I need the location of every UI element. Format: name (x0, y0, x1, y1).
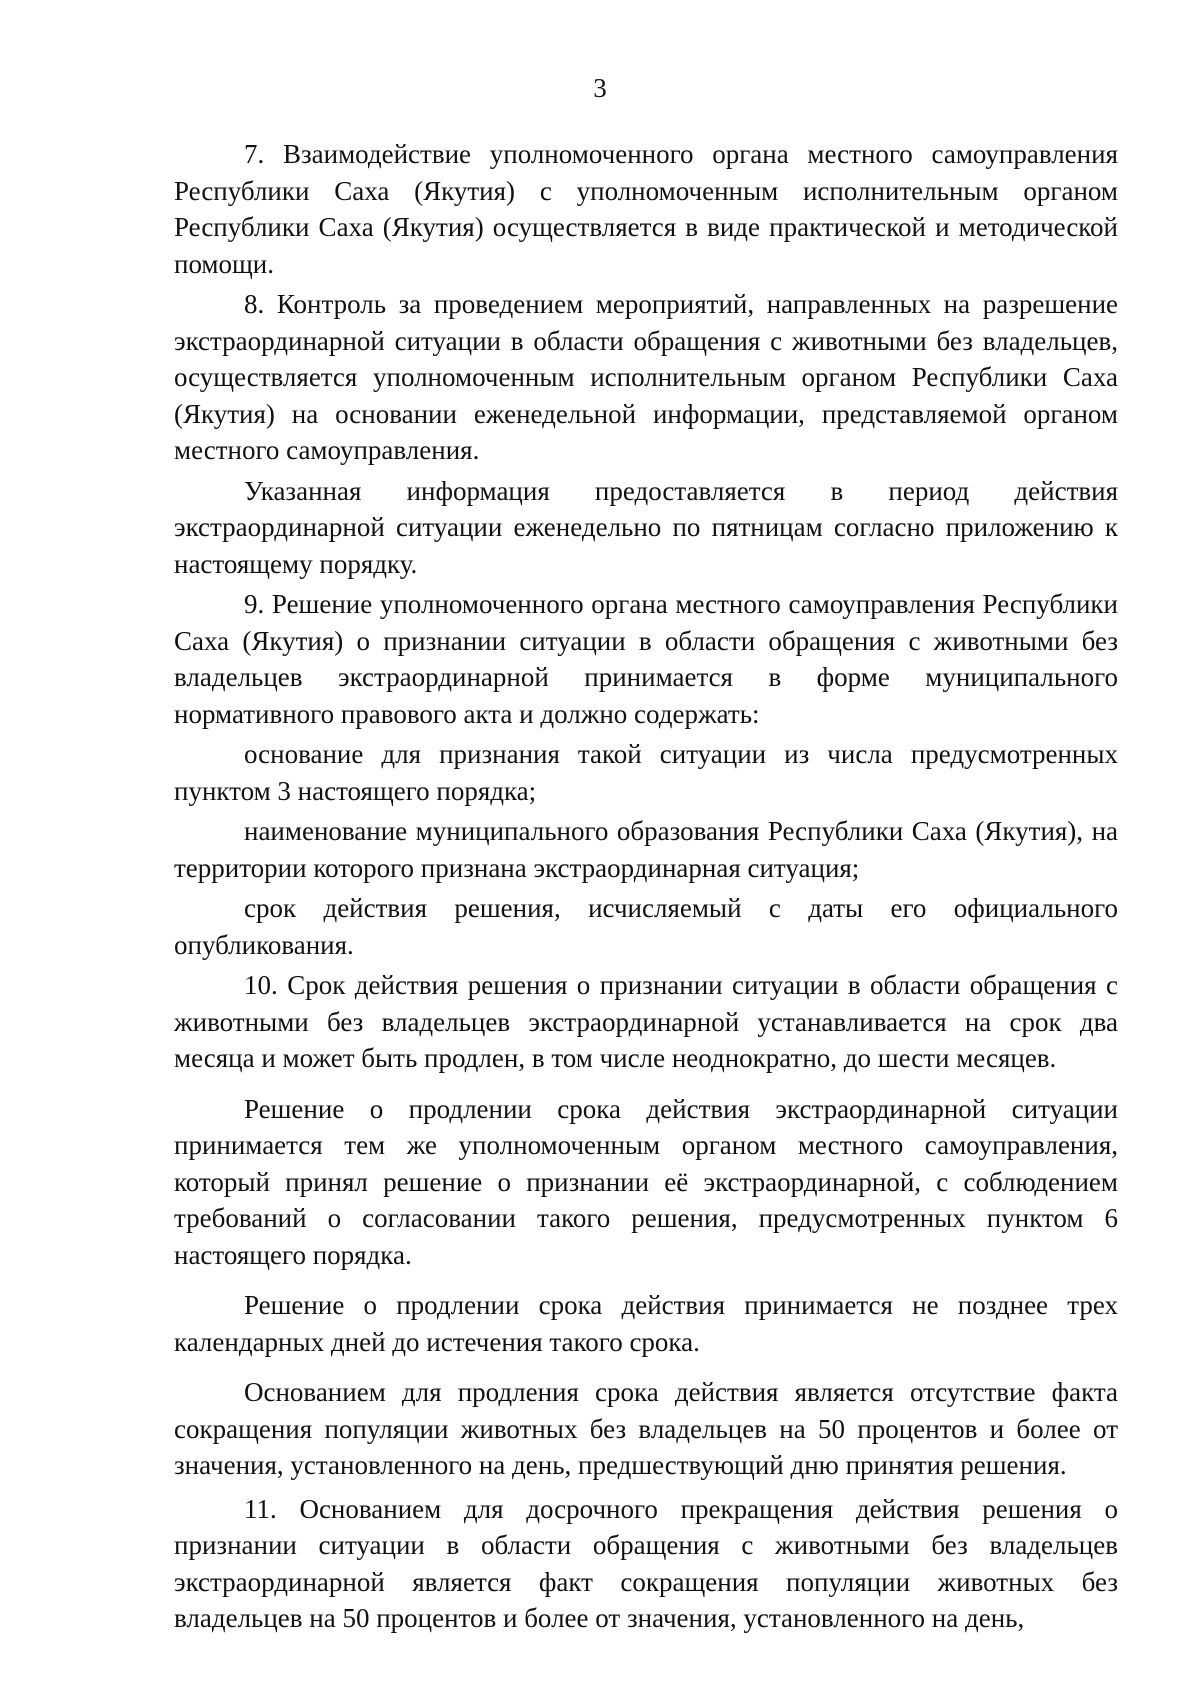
paragraph-10-extension: Решение о продлении срока действия экстраординарной ситуации принимается тем же уполномоченным органом местного самоуправления, который принял решение о признании её экстраординарной, с соблюдением требований о согласовании такого решения, предусмотренных пунктом 6 настоящего порядка. (174, 1093, 1118, 1270)
paragraph-8-note: Указанная информация предоставляется в период действия экстраординарной ситуации еженедельно по пятницам согласно приложению к настоящему порядку. (174, 475, 1118, 579)
document-body (174, 136, 1118, 1637)
page-number: 3 (593, 73, 607, 103)
paragraph-10-grounds: Основанием для продления срока действия является отсутствие факта сокращения популяции животных без владельцев на 50 процентов и более от значения, установленного на день, предшествующий дню принятия решения. (174, 1377, 1118, 1480)
paragraph-9-item-term: срок действия решения, исчисляемый с даты его официального опубликования. (174, 893, 1118, 960)
paragraph-9-item-name: наименование муниципального образования Республики Саха (Якутия), на территории которого признана экстраординарная ситуация; (174, 816, 1118, 883)
paragraph-8: 8. Контроль за проведением мероприятий, направленных на разрешение экстраординарной ситуации в области обращения с животными без владельцев, осуществляется уполномоченным исполнительным органом Республики Саха (Якутия) на основании еженедельной информации, представляемой органом местного самоуправления. (174, 289, 1118, 465)
paragraph-7: 7. Взаимодействие уполномоченного органа местного самоуправления Республики Саха (Якутия) с уполномоченным исполнительным органом Республики Саха (Якутия) осуществляется в виде практической и методической помощи. (174, 139, 1118, 279)
paragraph-10-deadline: Решение о продлении срока действия принимается не позднее трех календарных дней до истечения такого срока. (174, 1290, 1118, 1357)
paragraph-9-item-basis: основание для признания такой ситуации из числа предусмотренных пунктом 3 настоящего порядка; (174, 739, 1118, 806)
paragraph-11: 11. Основанием для досрочного прекращения действия решения о признании ситуации в области обращения с животными без владельцев экстраординарной является факт сокращения популяции животных без владельцев на 50 процентов и более от значения, установленного на день, (174, 1493, 1118, 1633)
paragraph-10: 10. Срок действия решения о признании ситуации в области обращения с животными без владельцев экстраординарной устанавливается на срок два месяца и может быть продлен, в том числе неоднократно, до шести месяцев. (174, 970, 1118, 1073)
paragraph-9: 9. Решение уполномоченного органа местного самоуправления Республики Саха (Якутия) о признании ситуации в области обращения с животными без владельцев экстраординарной принимается в форме муниципального нормативного правового акта и должно содержать: (174, 589, 1118, 729)
